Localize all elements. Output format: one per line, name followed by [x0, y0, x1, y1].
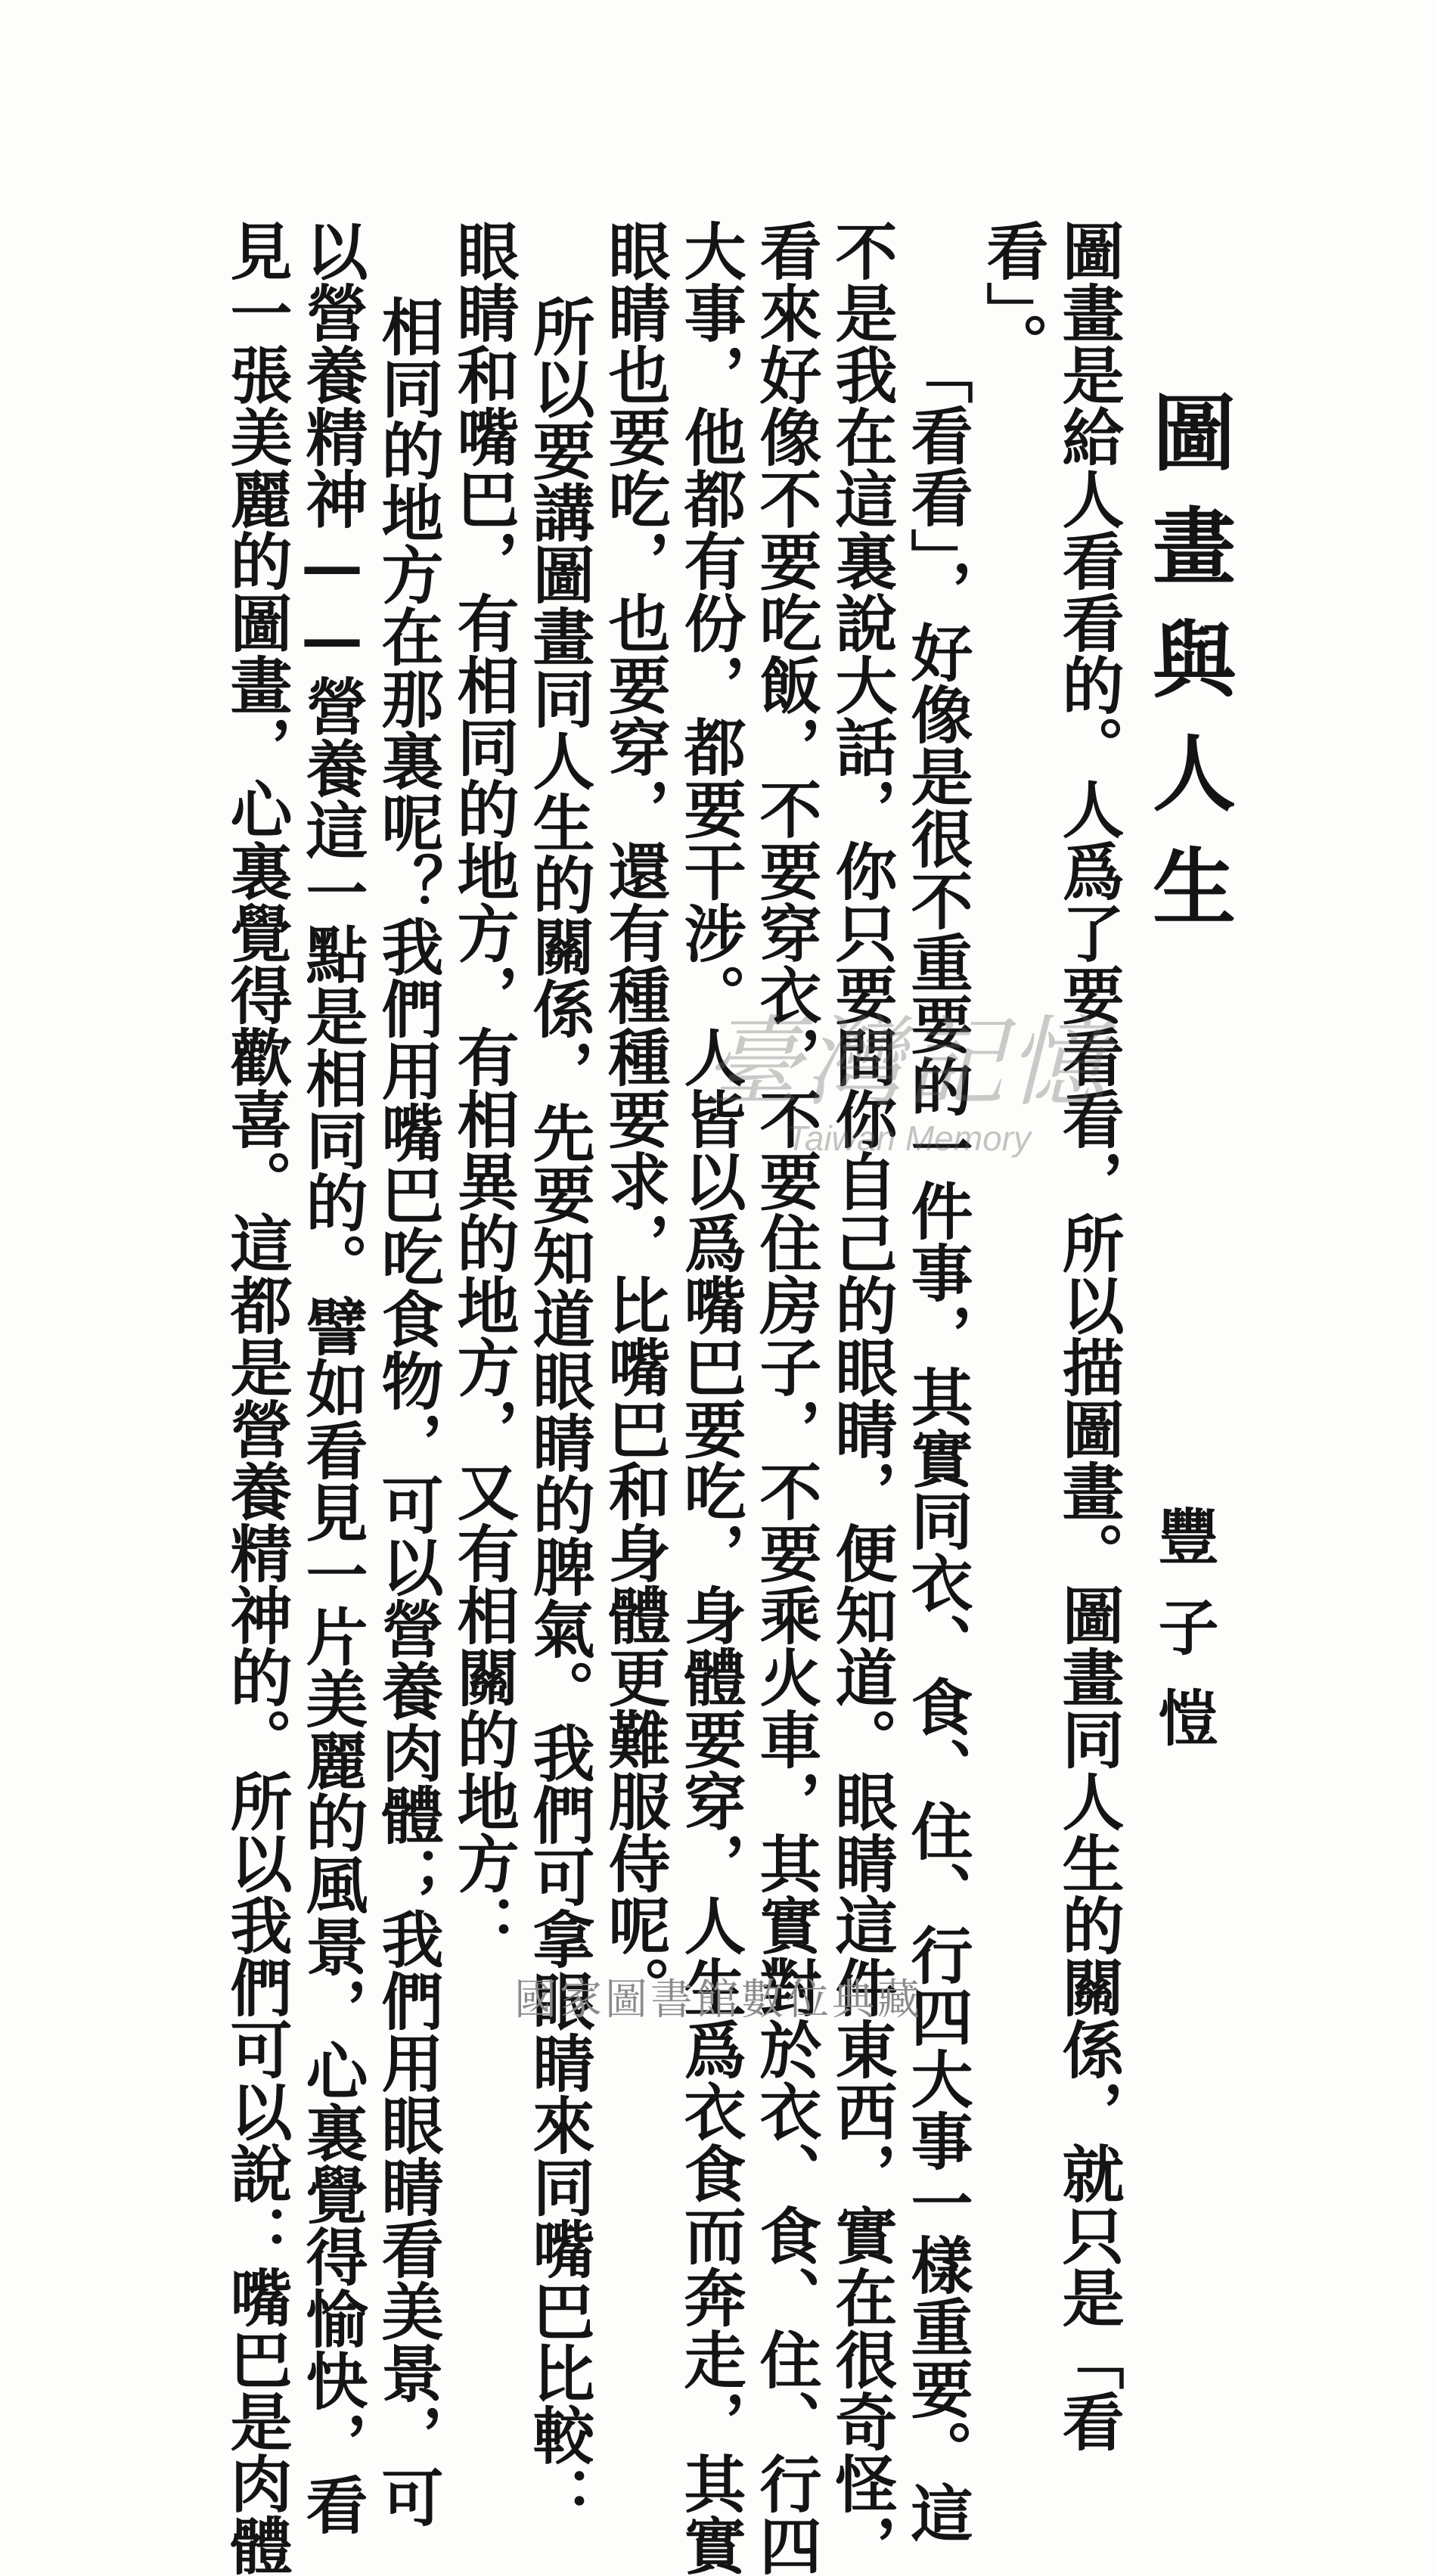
- text-column-12: 見一張美麗的圖畫，心裏覺得歡喜。這都是營養精神的。所以我們可以說：嘴巴是肉體: [220, 219, 293, 2576]
- text-column-7: 眼睛也要吃，也要穿，還有種種要求，比嘴巴和身體更難服侍呢。: [598, 219, 671, 2018]
- text-column-9: 眼睛和嘴巴，有相同的地方，有相異的地方，又有相關的地方：: [447, 219, 520, 1956]
- text-column-3: 「看看」，好像是很不重要的一件事，其實同衣、食、住、行四大事一樣重要。這: [901, 342, 973, 2543]
- text-column-5: 看來好像不要吃飯，不要穿衣，不要住房子，不要乘火車，其實對於衣、食、住、行四: [750, 219, 822, 2576]
- text-column-2: 看」。: [976, 219, 1049, 374]
- article-title: 圖畫與人生: [1139, 390, 1237, 957]
- article-author: 豐子愷: [1148, 1505, 1219, 1777]
- footer-credit: 國家圖書館數位典藏: [514, 1975, 923, 2025]
- text-column-6: 大事，他都有份，都要干涉。人皆以爲嘴巴要吃，身體要穿，人生爲衣食而奔走，其實: [674, 219, 746, 2576]
- text-column-1: 圖畫是給人看看的。人爲了要看看，所以描圖畫。圖畫同人生的關係，就只是「看: [1052, 219, 1125, 2452]
- watermark-main-text: 臺灣記憶: [703, 1005, 1110, 1120]
- text-column-4: 不是我在這裏說大話，你只要問你自己的眼睛，便知道。眼睛這件東西，實在很奇怪，: [825, 219, 898, 2576]
- text-column-8: 所以要講圖畫同人生的關係，先要知道眼睛的脾氣。我們可拿眼睛來同嘴巴比較：: [523, 295, 595, 2528]
- watermark-sub-text: Taiwan Memory: [787, 1119, 1031, 1158]
- text-column-10: 相同的地方在那裏呢？我們用嘴巴吃食物，可以營養肉體；我們用眼睛看美景，可: [371, 295, 444, 2528]
- text-column-11: 以營養精神——營養這一點是相同的。譬如看見一片美麗的風景，心裏覺得愉快，看: [296, 219, 368, 2535]
